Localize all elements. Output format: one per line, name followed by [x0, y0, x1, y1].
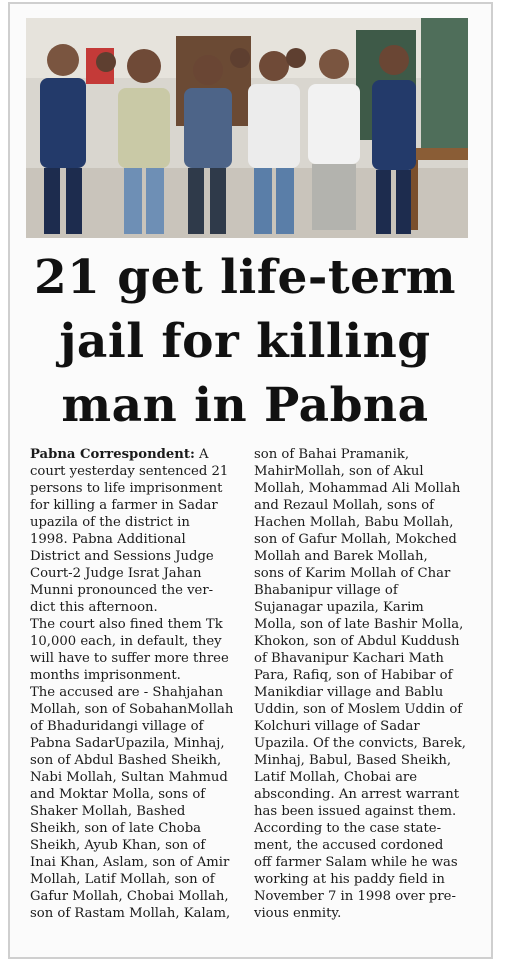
photo-illustration	[26, 18, 468, 238]
article-line: persons to life imprisonment	[30, 481, 223, 496]
article-line: has been issued against them.	[254, 804, 457, 819]
article-line: Uddin, son of Moslem Uddin of	[254, 702, 463, 717]
news-photo	[26, 18, 468, 238]
article-column-left	[30, 446, 244, 922]
article-line: Bhabanipur village of	[254, 583, 398, 598]
article-line: and Moktar Molla, sons of	[30, 787, 206, 802]
article-line: District and Sessions Judge	[30, 549, 214, 564]
article-line: Mollah, Latif Mollah, son of	[30, 872, 215, 887]
article-column-right	[254, 446, 468, 922]
article-line: Munni pronounced the ver-	[30, 583, 214, 598]
article-line: Latif Mollah, Chobai are	[254, 770, 418, 785]
article-line: ment, the accused cordoned	[254, 838, 444, 853]
article-line: Sujanagar upazila, Karim	[254, 600, 424, 615]
article-line: sons of Karim Mollah of Char	[254, 566, 451, 581]
article-line: court yesterday sentenced 21	[30, 464, 229, 479]
article-line: Mollah, Mohammad Ali Mollah	[254, 481, 461, 496]
article-line: of Bhavanipur Kachari Math	[254, 651, 444, 666]
article-line: of Bhaduridangi village of	[30, 719, 204, 734]
article-line: Kolchuri village of Sadar	[254, 719, 420, 734]
headline	[10, 246, 480, 438]
article-line: Manikdiar village and Bablu	[254, 685, 444, 700]
article-line: Khokon, son of Abdul Kuddush	[254, 634, 460, 649]
article-line: November 7 in 1998 over pre-	[254, 889, 456, 904]
article-line: and Rezaul Mollah, sons of	[254, 498, 435, 513]
headline-line-1: 21 get life-term	[33, 250, 457, 305]
article-line: Sheikh, Ayub Khan, son of	[30, 838, 206, 853]
article-line: A	[194, 447, 209, 462]
article-line: Upazila. Of the convicts, Barek,	[254, 736, 466, 751]
article-line: The accused are - Shahjahan	[30, 685, 224, 700]
article-line: vious enmity.	[254, 906, 342, 921]
article-line: off farmer Salam while he was	[254, 855, 458, 870]
headline-line-3: man in Pabna	[61, 378, 429, 433]
article-line: Para, Rafiq, son of Habibar of	[254, 668, 453, 683]
article-line: son of Rastam Mollah, Kalam,	[30, 906, 231, 921]
article-line: 10,000 each, in default, they	[30, 634, 222, 649]
article-line: working at his paddy field in	[254, 872, 445, 887]
article-line: son of Bahai Pramanik,	[254, 447, 410, 462]
article-line: According to the case state-	[254, 821, 442, 836]
article-line: The court also fined them Tk	[30, 617, 223, 632]
article-line: son of Abdul Bashed Sheikh,	[30, 753, 222, 768]
article-line: Gafur Mollah, Chobai Mollah,	[30, 889, 229, 904]
article-first-line	[30, 446, 244, 463]
article-line: Molla, son of late Bashir Molla,	[254, 617, 464, 632]
article-line: dict this afternoon.	[30, 600, 158, 615]
article-line: son of Gafur Mollah, Mokched	[254, 532, 457, 547]
article-line: Hachen Mollah, Babu Mollah,	[254, 515, 454, 530]
article-line: Sheikh, son of late Choba	[30, 821, 202, 836]
article-line: Nabi Mollah, Sultan Mahmud	[30, 770, 228, 785]
article-line: absconding. An arrest warrant	[254, 787, 460, 802]
article-line: Pabna SadarUpazila, Minhaj,	[30, 736, 225, 751]
article-line: MahirMollah, son of Akul	[254, 464, 424, 479]
article-line: 1998. Pabna Additional	[30, 532, 186, 547]
article-line: months imprisonment.	[30, 668, 181, 683]
article-body	[30, 446, 468, 922]
article-line: Mollah and Barek Mollah,	[254, 549, 428, 564]
article-line: Shaker Mollah, Bashed	[30, 804, 186, 819]
article-line: Mollah, son of SobahanMollah	[30, 702, 234, 717]
article-line: Minhaj, Babul, Based Sheikh,	[254, 753, 452, 768]
byline: Pabna Correspondent:	[30, 447, 195, 462]
headline-line-2: jail for killing	[59, 314, 431, 369]
article-line: upazila of the district in	[30, 515, 190, 530]
article-line: will have to suffer more three	[30, 651, 229, 666]
article-line: Inai Khan, Aslam, son of Amir	[30, 855, 230, 870]
article-line: Court-2 Judge Israt Jahan	[30, 566, 202, 581]
article-line: for killing a farmer in Sadar	[30, 498, 218, 513]
